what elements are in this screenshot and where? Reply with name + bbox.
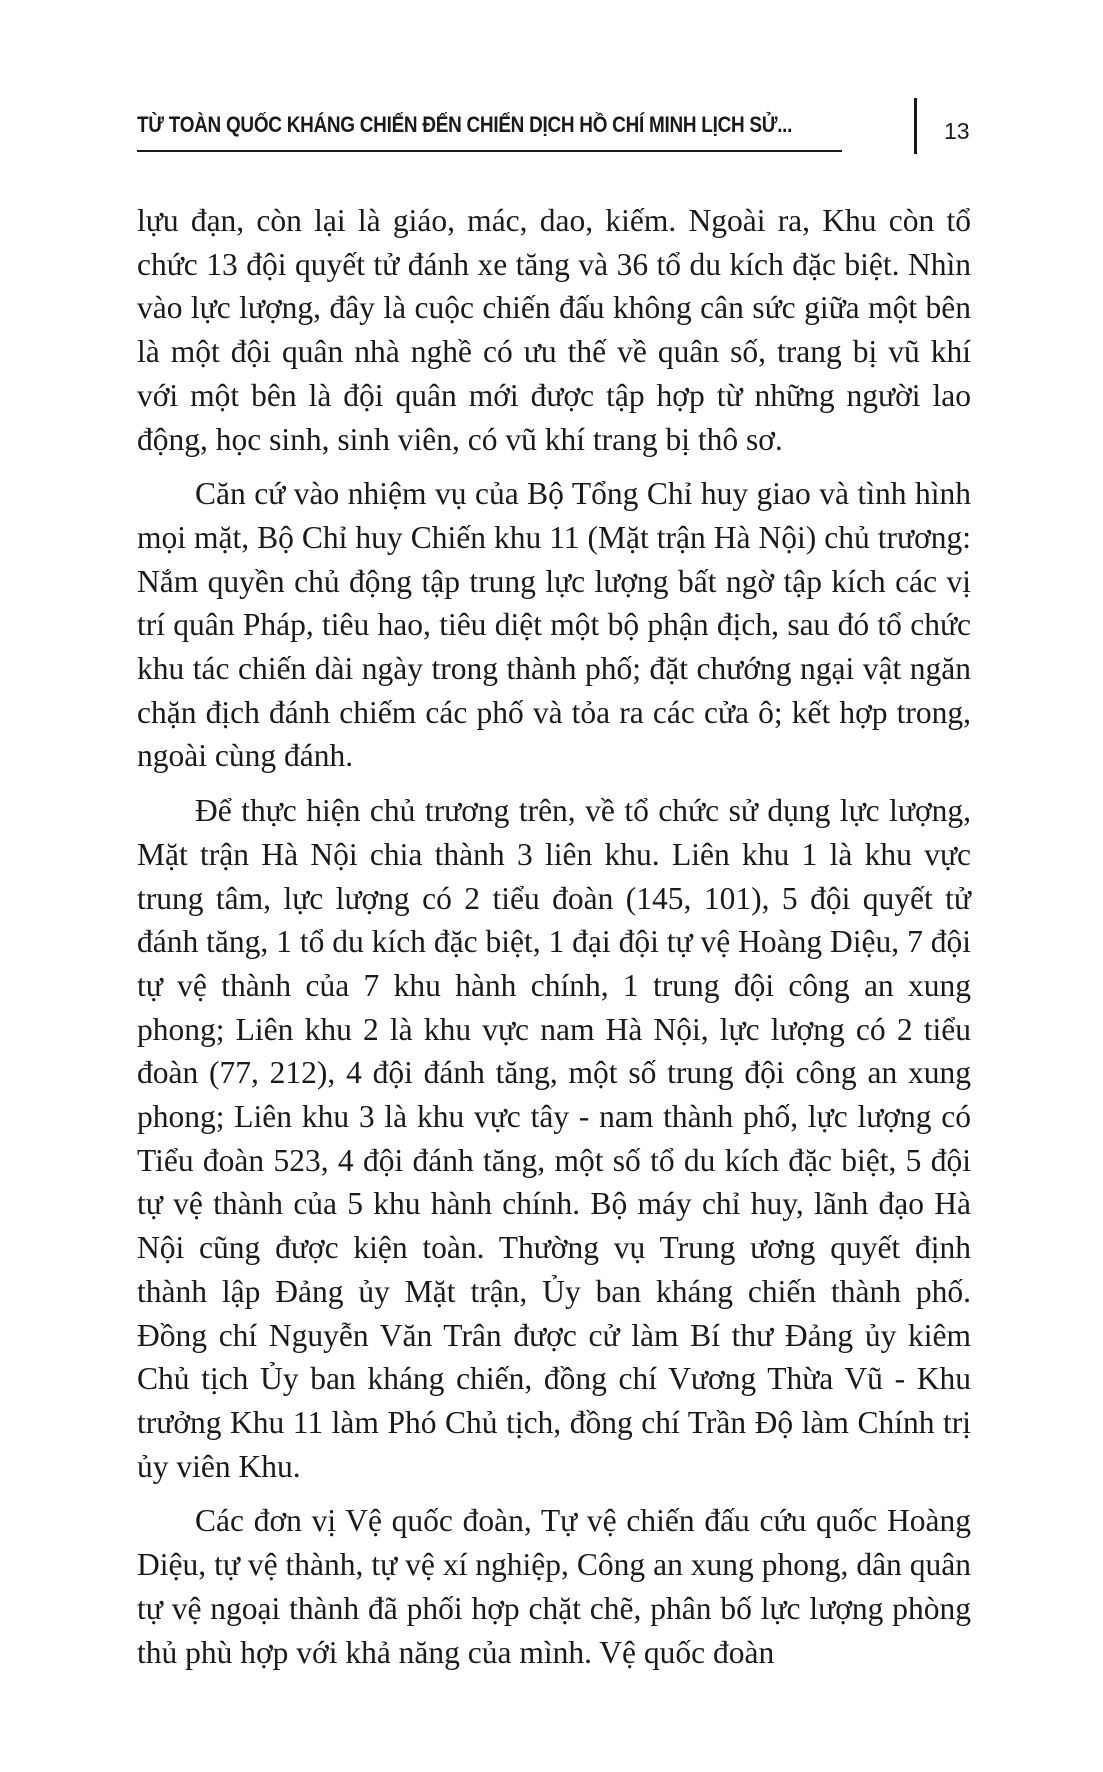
paragraph-1: lựu đạn, còn lại là giáo, mác, dao, kiếm. Ngoài ra, Khu còn tổ chức 13 đội quyết tử đánh xe tăng và 36 tổ du kích đặc biệt. Nhìn vào lực lượng, đây là cuộc chiến đấu không cân sức giữa một bên là một đội quân nhà nghề có ưu thế về quân số, trang bị vũ khí với một bên là đội quân mới được tập hợp từ những người lao động, học sinh, sinh viên, có vũ khí trang bị thô sơ. bbox=[137, 203, 971, 457]
header-divider bbox=[914, 98, 917, 154]
running-title: TỪ TOÀN QUỐC KHÁNG CHIẾN ĐẾN CHIẾN DỊCH HỒ CHÍ MINH LỊCH SỬ... bbox=[137, 112, 793, 137]
paragraph-2: Căn cứ vào nhiệm vụ của Bộ Tổng Chỉ huy giao và tình hình mọi mặt, Bộ Chỉ huy Chiến khu 11 (Mặt trận Hà Nội) chủ trương: Nắm quyền chủ động tập trung lực lượng bất ngờ tập kích các vị trí quân Pháp, tiêu hao, tiêu diệt một bộ phận địch, sau đó tổ chức khu tác chiến dài ngày trong thành phố; đặt chướng ngại vật ngăn chặn địch đánh chiếm các phố và tỏa ra các cửa ô; kết hợp trong, ngoài cùng đánh. bbox=[137, 476, 971, 774]
paragraph-4: Các đơn vị Vệ quốc đoàn, Tự vệ chiến đấu cứu quốc Hoàng Diệu, tự vệ thành, tự vệ xí nghiệp, Công an xung phong, dân quân tự vệ ngoại thành đã phối hợp chặt chẽ, phân bố lực lượng phòng thủ phù hợp với khả năng của mình. Vệ quốc đoàn bbox=[137, 1503, 971, 1670]
paragraph-3: Để thực hiện chủ trương trên, về tổ chức sử dụng lực lượng, Mặt trận Hà Nội chia thành 3 liên khu. Liên khu 1 là khu vực trung tâm, lực lượng có 2 tiểu đoàn (145, 101), 5 đội quyết tử đánh tăng, 1 tổ du kích đặc biệt, 1 đại đội tự vệ Hoàng Diệu, 7 đội tự vệ thành của 7 khu hành chính, 1 trung đội công an xung phong; Liên khu 2 là khu vực nam Hà Nội, lực lượng có 2 tiểu đoàn (77, 212), 4 đội đánh tăng, một số trung đội công an xung phong; Liên khu 3 là khu vực tây - nam thành phố, lực lượng có Tiểu đoàn 523, 4 đội đánh tăng, một số tổ du kích đặc biệt, 5 đội tự vệ thành của 5 khu hành chính. Bộ máy chỉ huy, lãnh đạo Hà Nội cũng được kiện toàn. Thường vụ Trung ương quyết định thành lập Đảng ủy Mặt trận, Ủy ban kháng chiến thành phố. Đồng chí Nguyễn Văn Trân được cử làm Bí thư Đảng ủy kiêm Chủ tịch Ủy ban kháng chiến, đồng chí Vương Thừa Vũ - Khu trưởng Khu 11 làm Phó Chủ tịch, đồng chí Trần Độ làm Chính trị ủy viên Khu. bbox=[137, 793, 971, 1484]
header-rule bbox=[137, 150, 842, 152]
page-number: 13 bbox=[944, 118, 970, 144]
body-text bbox=[137, 199, 971, 1674]
